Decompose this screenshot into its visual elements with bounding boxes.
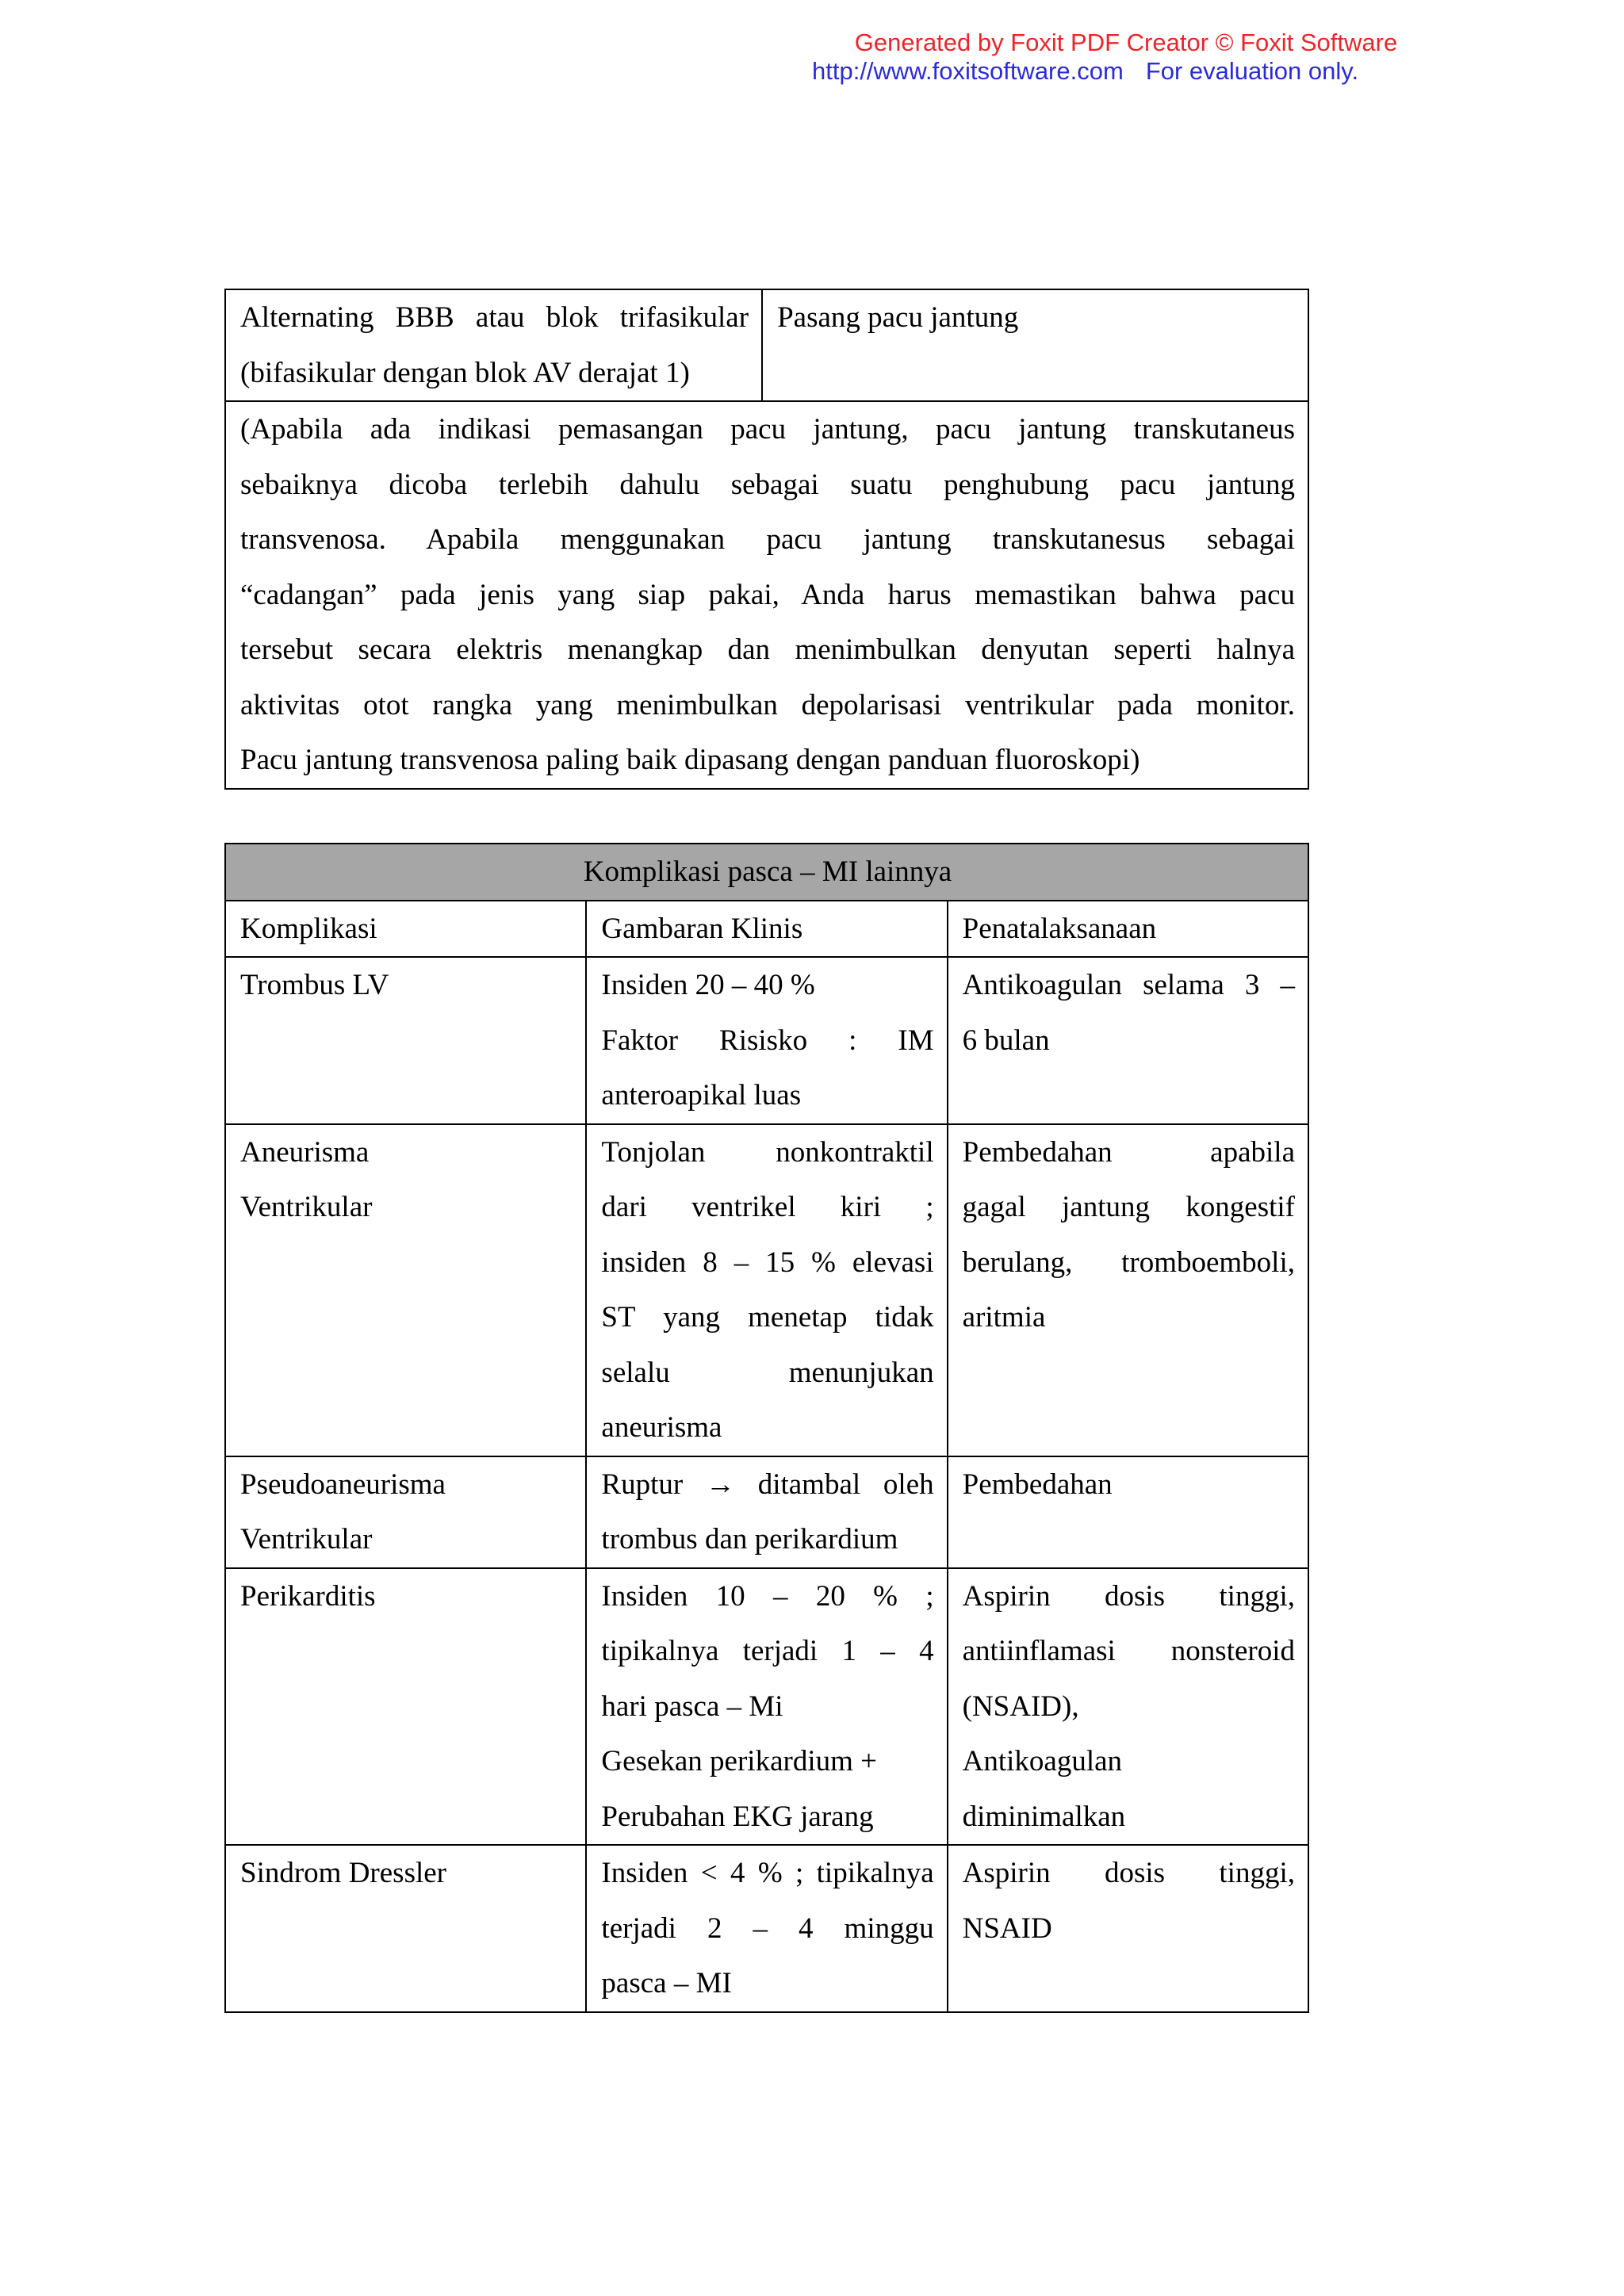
- penatalaksanaan-cell: [948, 957, 1308, 1124]
- cell-line: (NSAID),: [962, 1689, 1079, 1723]
- cell-line: aneurisma: [601, 1411, 722, 1444]
- cell-line: insiden 8 – 15 % elevasi: [601, 1246, 934, 1279]
- pdf-creator-watermark: [812, 29, 1431, 86]
- watermark-generated-by: Generated by Foxit PDF Creator © Foxit Software: [854, 29, 1398, 56]
- cell-line: gagal jantung kongestif: [962, 1191, 1295, 1223]
- cell-line: Ruptur → ditambal oleh: [601, 1468, 934, 1501]
- table-row: [225, 957, 1308, 1124]
- cell-line: Pembedahan apabila: [962, 1135, 1295, 1169]
- indication-cell: [225, 289, 762, 401]
- cell-line: 6 bulan: [962, 1024, 1050, 1057]
- penatalaksanaan-cell: [948, 1568, 1308, 1846]
- komplikasi-cell: [225, 1124, 586, 1456]
- komplikasi-cell: [225, 1568, 586, 1846]
- cell-line: hari pasca – Mi: [601, 1689, 783, 1723]
- note-line: transvenosa. Apabila menggunakan pacu jantung transkutanesus sebagai: [240, 523, 1295, 556]
- cell-line: Ventrikular: [240, 1523, 373, 1556]
- cell-line: Ventrikular: [240, 1191, 373, 1223]
- cell-line: Aneurisma: [240, 1135, 370, 1169]
- cell-line: Aspirin dosis tinggi,: [962, 1857, 1295, 1889]
- gambaran-klinis-cell: [586, 1124, 947, 1456]
- cell-line: Sindrom Dressler: [240, 1857, 446, 1889]
- cell-line: Perikarditis: [240, 1579, 376, 1613]
- cell-line: terjadi 2 – 4 minggu: [601, 1911, 934, 1945]
- komplikasi-cell: [225, 1845, 586, 2012]
- table-row: [225, 1845, 1308, 2012]
- indication-line: (bifasikular dengan blok AV derajat 1): [240, 356, 690, 389]
- cell-line: Insiden 10 – 20 % ;: [601, 1579, 934, 1613]
- table-row: [225, 401, 1308, 789]
- column-header-gambaran-klinis: Gambaran Klinis: [586, 901, 947, 958]
- cell-line: berulang, tromboemboli,: [962, 1246, 1295, 1279]
- cell-line: tipikalnya terjadi 1 – 4: [601, 1635, 934, 1667]
- post-mi-complications-table: [224, 843, 1309, 2013]
- penatalaksanaan-cell: [948, 1124, 1308, 1456]
- cell-line: NSAID: [962, 1911, 1052, 1945]
- komplikasi-cell: [225, 1456, 586, 1568]
- table-title: Komplikasi pasca – MI lainnya: [225, 844, 1308, 901]
- column-header-penatalaksanaan: Penatalaksanaan: [948, 901, 1308, 958]
- watermark-url-link[interactable]: http://www.foxitsoftware.com: [812, 57, 1124, 85]
- pacing-indication-table: [224, 289, 1309, 790]
- gambaran-klinis-cell: [586, 1845, 947, 2012]
- cell-line: ST yang menetap tidak: [601, 1301, 934, 1334]
- pacing-note-cell: [225, 401, 1308, 789]
- penatalaksanaan-cell: [948, 1456, 1308, 1568]
- cell-line: Insiden < 4 % ; tipikalnya: [601, 1857, 934, 1889]
- cell-line: Trombus LV: [240, 969, 389, 1001]
- cell-line: Antikoagulan: [962, 1745, 1123, 1777]
- action-cell: Pasang pacu jantung: [762, 289, 1308, 401]
- cell-line: selalu menunjukan: [601, 1356, 934, 1389]
- cell-line: Gesekan perikardium +: [601, 1745, 878, 1777]
- cell-line: Pseudoaneurisma: [240, 1468, 446, 1501]
- watermark-evaluation-note: For evaluation only.: [1145, 57, 1359, 85]
- note-line: aktivitas otot rangka yang menimbulkan depolarisasi ventrikular pada monitor.: [240, 688, 1295, 721]
- note-line: sebaiknya dicoba terlebih dahulu sebagai suatu penghubung pacu jantung: [240, 468, 1295, 501]
- cell-line: diminimalkan: [962, 1800, 1126, 1833]
- gambaran-klinis-cell: [586, 1568, 947, 1846]
- indication-line: Alternating BBB atau blok trifasikular: [240, 301, 749, 334]
- cell-line: anteroapikal luas: [601, 1079, 802, 1112]
- gambaran-klinis-cell: [586, 1456, 947, 1568]
- note-line: tersebut secara elektris menangkap dan menimbulkan denyutan seperti halnya: [240, 633, 1295, 666]
- cell-line: antiinflamasi nonsteroid: [962, 1635, 1295, 1667]
- column-header-komplikasi: Komplikasi: [225, 901, 586, 958]
- cell-line: Pembedahan: [962, 1468, 1113, 1501]
- note-line: Pacu jantung transvenosa paling baik dipasang dengan panduan fluoroskopi): [240, 744, 1140, 776]
- gambaran-klinis-cell: [586, 957, 947, 1124]
- table-header-row: [225, 901, 1308, 958]
- table-row: [225, 289, 1308, 401]
- cell-line: Insiden 20 – 40 %: [601, 969, 815, 1001]
- cell-line: Aspirin dosis tinggi,: [962, 1579, 1295, 1613]
- table-row: [225, 1456, 1308, 1568]
- table-row: [225, 1124, 1308, 1456]
- komplikasi-cell: [225, 957, 586, 1124]
- cell-line: Perubahan EKG jarang: [601, 1800, 874, 1833]
- note-line: (Apabila ada indikasi pemasangan pacu jantung, pacu jantung transkutaneus: [240, 413, 1295, 446]
- cell-line: aritmia: [962, 1301, 1046, 1334]
- cell-line: trombus dan perikardium: [601, 1523, 898, 1556]
- cell-line: Tonjolan nonkontraktil: [601, 1135, 934, 1169]
- penatalaksanaan-cell: [948, 1845, 1308, 2012]
- table-row: [225, 1568, 1308, 1846]
- cell-line: Faktor Risisko : IM: [601, 1024, 934, 1057]
- cell-line: dari ventrikel kiri ;: [601, 1191, 934, 1223]
- note-line: “cadangan” pada jenis yang siap pakai, Anda harus memastikan bahwa pacu: [240, 578, 1295, 611]
- watermark-link-line: [812, 57, 1431, 86]
- cell-line: pasca – MI: [601, 1967, 732, 1999]
- table-title-row: [225, 844, 1308, 901]
- cell-line: Antikoagulan selama 3 –: [962, 969, 1295, 1001]
